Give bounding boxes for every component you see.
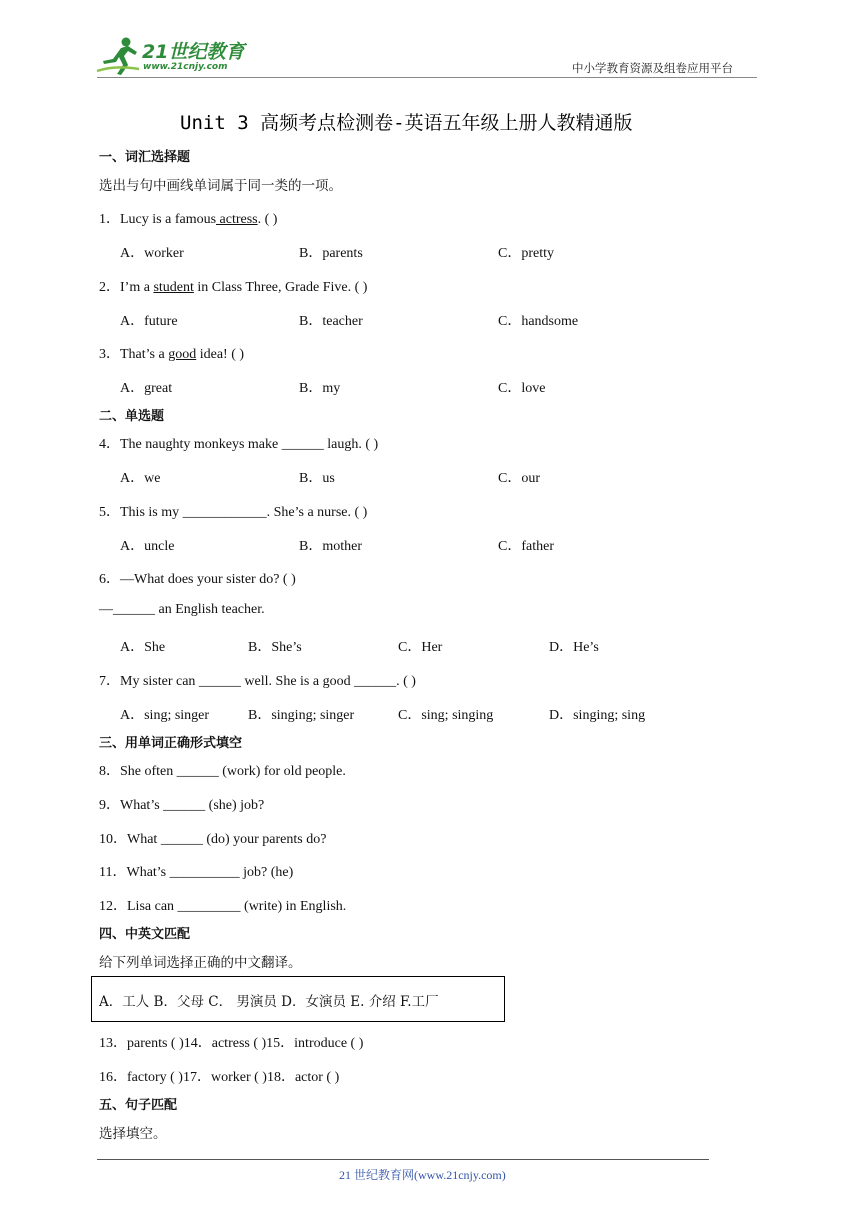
question-4: 4．The naughty monkeys make ______ laugh. ( ) (99, 437, 379, 452)
header-divider (97, 77, 757, 78)
question-3: 3．That’s a good idea! ( ) (99, 347, 245, 362)
question-11: 11．What’s __________ job? (he) (99, 865, 294, 880)
option-b: B．my (299, 381, 341, 396)
logo-url: www.21cnjy.com (143, 62, 228, 72)
option-d: D．singing; sing (549, 708, 646, 723)
option-a: A．great (120, 381, 173, 396)
section-instruction-5: 选择填空。 (99, 1126, 167, 1142)
option-c: C．sing; singing (398, 708, 494, 723)
platform-name: 中小学教育资源及组卷应用平台 (572, 61, 733, 75)
underlined-word: actress (216, 212, 258, 227)
option-d: D．He’s (549, 640, 599, 655)
underlined-word: good (168, 347, 197, 362)
section-instruction-4: 给下列单词选择正确的中文翻译。 (99, 955, 302, 971)
section-instruction-1: 选出与句中画线单词属于同一类的一项。 (99, 178, 342, 194)
question-5: 5．This is my ____________. She’s a nurse. ( ) (99, 505, 368, 520)
option-a: A．sing; singer (120, 708, 210, 723)
question-6: 6．—What does your sister do? ( ) (99, 572, 296, 587)
option-b: B．teacher (299, 314, 363, 329)
match-row-2: 16．factory ( )17．worker ( )18．actor ( ) (99, 1070, 340, 1085)
page-title: Unit 3 高频考点检测卷-英语五年级上册人教精通版 (180, 112, 633, 134)
question-2: 2．I’m a student in Class Three, Grade Five. ( ) (99, 280, 368, 295)
question-1: 1．Lucy is a famous actress. ( ) (99, 212, 278, 227)
section-heading-1: 一、词汇选择题 (99, 150, 191, 165)
option-c: C．father (498, 539, 554, 554)
option-b: B．parents (299, 246, 363, 261)
option-c: C．pretty (498, 246, 554, 261)
option-a: A．we (120, 471, 161, 486)
option-c: C．our (498, 471, 540, 486)
section-heading-5: 五、句子匹配 (99, 1098, 178, 1113)
option-a: A．worker (120, 246, 184, 261)
question-6-line2: —______ an English teacher. (99, 602, 265, 617)
option-c: C．love (498, 381, 546, 396)
question-12: 12．Lisa can _________ (write) in English. (99, 899, 347, 914)
option-b: B．mother (299, 539, 362, 554)
question-7: 7．My sister can ______ well. She is a good ______. ( ) (99, 674, 416, 689)
site-logo (95, 35, 260, 77)
option-b: B．us (299, 471, 335, 486)
option-a: A．She (120, 640, 166, 655)
question-10: 10．What ______ (do) your parents do? (99, 832, 327, 847)
footer-divider (97, 1159, 709, 1160)
option-b: B．She’s (248, 640, 302, 655)
section-heading-4: 四、中英文匹配 (99, 927, 191, 942)
question-8: 8．She often ______ (work) for old people. (99, 764, 346, 779)
section-heading-3: 三、用单词正确形式填空 (99, 736, 243, 751)
option-c: C．handsome (498, 314, 579, 329)
option-a: A．uncle (120, 539, 175, 554)
option-a: A．future (120, 314, 178, 329)
word-bank-text: A．工人 B．父母 C． 男演员 D．女演员 E. 介绍 F.工厂 (99, 994, 439, 1010)
footer-text: 21 世纪教育网(www.21cnjy.com) (339, 1168, 506, 1182)
runner-logo-icon (95, 35, 143, 77)
option-b: B．singing; singer (248, 708, 355, 723)
underlined-word: student (153, 280, 194, 295)
option-c: C．Her (398, 640, 443, 655)
section-heading-2: 二、单选题 (99, 409, 165, 424)
logo-text: 21世纪教育 (142, 41, 245, 63)
match-row-1: 13．parents ( )14．actress ( )15．introduce ( ) (99, 1036, 364, 1051)
question-9: 9．What’s ______ (she) job? (99, 798, 265, 813)
